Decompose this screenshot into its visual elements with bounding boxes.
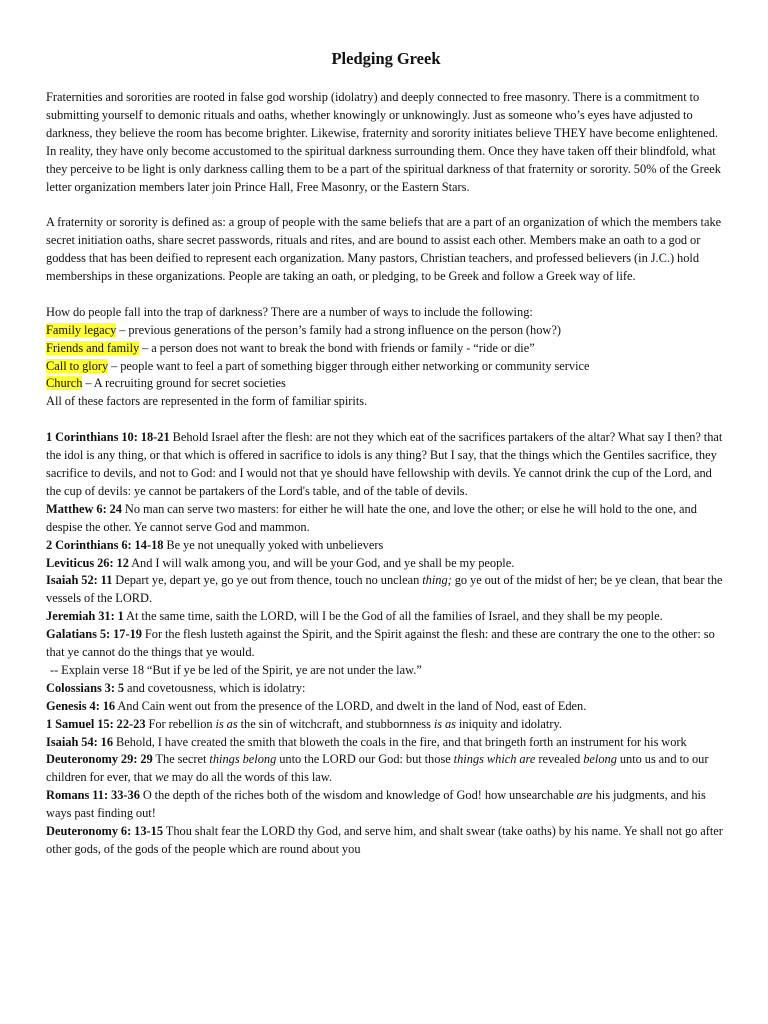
scripture-reference: Colossians 3: 5 (46, 680, 125, 695)
scripture-text: his judgments, and his ways past finding out! (46, 788, 706, 821)
scripture-text: and covetousness, which is idolatry: (124, 680, 306, 695)
scripture-reference: 2 Corinthians 6: 14-18 (46, 537, 164, 552)
factors-summary: All of these factors are represented in the form of familiar spirits. (46, 394, 368, 409)
factor-item (46, 358, 726, 376)
scripture-reference: 1 Corinthians 10: 18-21 (46, 430, 170, 445)
scripture-text: Thou shalt fear the LORD thy God, and serve him, and shalt swear (take oaths) by his name. Ye shall not go after other gods, of the gods of the people which are round about you (46, 824, 723, 857)
scripture-italic: thing; (422, 573, 452, 588)
scripture-text: Depart ye, depart ye, go ye out from thence, touch no unclean (112, 573, 423, 588)
trap-question: How do people fall into the trap of darkness? There are a number of ways to include the following: (46, 304, 533, 319)
scripture-entry (46, 716, 726, 734)
factor-text: – previous generations of the person’s family had a strong influence on the person (how?) (116, 322, 562, 337)
scripture-text: For the flesh lusteth against the Spirit, and the Spirit against the flesh: and these are contrary the one to the other: so that ye cannot do the things that ye would. (46, 627, 715, 660)
scripture-reference: Romans 11: 33-36 (46, 788, 140, 803)
scripture-entry (46, 537, 726, 555)
factor-item (46, 322, 726, 340)
factor-item (46, 375, 726, 393)
scripture-list (46, 429, 726, 859)
scripture-reference: Jeremiah 31: 1 (46, 609, 124, 624)
scripture-italic: things which are (453, 752, 536, 767)
scripture-entry (46, 734, 726, 752)
scripture-note: -- Explain verse 18 “But if ye be led of the Spirit, ye are not under the law.” (50, 662, 422, 677)
scripture-text: may do all the words of this law. (168, 770, 333, 785)
scripture-text: unto us and to our children for ever, that (46, 752, 709, 785)
scripture-text: go ye out of the midst of her; be ye clean, that bear the vessels of the LORD. (46, 573, 723, 606)
scripture-reference: Galatians 5: 17-19 (46, 627, 142, 642)
scripture-reference: Deuteronomy 6: 13-15 (46, 824, 164, 839)
scripture-italic: is as (215, 716, 238, 731)
factor-term: Friends and family (46, 340, 140, 355)
scripture-text: Behold, I have created the smith that bloweth the coals in the fire, and that bringeth forth an instrument for his work (113, 734, 687, 749)
scripture-reference: Matthew 6: 24 (46, 501, 122, 516)
scripture-reference: 1 Samuel 15: 22-23 (46, 716, 146, 731)
scripture-text: The secret (152, 752, 210, 767)
scripture-text: Be ye not unequally yoked with unbelievers (163, 537, 384, 552)
scripture-entry (46, 787, 726, 823)
scripture-entry (46, 501, 726, 537)
scripture-text: O the depth of the riches both of the wisdom and knowledge of God! how unsearchable (139, 788, 577, 803)
scripture-italic: belong (583, 752, 617, 767)
scripture-text: Behold Israel after the flesh: are not they which eat of the sacrifices partakers of the altar? What say I then? that the idol is any thing, or that which is offered in sacrifice to idols is any thing? But I say, that the things which the Gentiles sacrifice, they sacrifice to devils, and not to God: and I would not that ye should have fellowship with devils. Ye cannot drink the cup of the Lord, and the cup of devils: ye cannot be partakers of the Lord's table, and of the table of devils. (46, 430, 723, 498)
scripture-entry (46, 555, 726, 573)
scripture-entry (46, 823, 726, 859)
scripture-text: No man can serve two masters: for either he will hate the one, and love the other; or else he will hold to the one, and despise the other. Ye cannot serve God and mammon. (46, 501, 697, 534)
scripture-reference: Isaiah 54: 16 (46, 734, 114, 749)
factor-text: – people want to feel a part of something bigger through either networking or community service (108, 358, 590, 373)
scripture-entry (46, 698, 726, 716)
scripture-reference: Genesis 4: 16 (46, 698, 116, 713)
factor-term: Church (46, 376, 83, 391)
scripture-entry (46, 626, 726, 680)
document-page (46, 48, 726, 859)
scripture-italic: things belong (209, 752, 277, 767)
factor-text: – a person does not want to break the bond with friends or family - “ride or die” (139, 340, 535, 355)
definition-paragraph: A fraternity or sorority is defined as: a group of people with the same beliefs that are a part of an organization of which the members take secret initiation oaths, share secret passwords, rituals and rites, and are bound to assist each other. Members make an oath to a god or goddess that has been deified to represent each organization. Many pastors, Christian teachers, and professed believers (in J.C.) hold memberships in these organizations. People are taking an oath, or pledging, to be Greek and follow a Greek way of life. (46, 215, 722, 284)
factor-term: Call to glory (46, 358, 109, 373)
scripture-italic: is as (433, 716, 457, 731)
scripture-entry (46, 572, 726, 608)
scripture-text: And Cain went out from the presence of the LORD, and dwelt in the land of Nod, east of Eden. (115, 698, 587, 713)
scripture-text: revealed (535, 752, 584, 767)
scripture-italic: are (576, 788, 593, 803)
scripture-text: the sin of witchcraft, and stubbornness (237, 716, 434, 731)
scripture-reference: Isaiah 52: 11 (46, 573, 113, 588)
scripture-entry (46, 608, 726, 626)
scripture-text: unto the LORD our God: but those (276, 752, 454, 767)
scripture-entry (46, 680, 726, 698)
scripture-entry (46, 751, 726, 787)
factor-text: – A recruiting ground for secret societies (82, 376, 286, 391)
scripture-text: For rebellion (145, 716, 216, 731)
factors-section (46, 304, 726, 411)
document-title: Pledging Greek (331, 49, 441, 68)
scripture-reference: Deuteronomy 29: 29 (46, 752, 153, 767)
intro-paragraph: Fraternities and sororities are rooted in false god worship (idolatry) and deeply connected to free masonry. There is a commitment to submitting yourself to demonic rituals and oaths, whether knowingly or unknowingly. Just as someone who’s eyes have adjusted to darkness, they believe the room has become brighter. Likewise, fraternity and sorority initiates believe THEY have become enlightened. In reality, they have only become accustomed to the spiritual darkness surrounding them. Once they have taken off their blindfold, what they perceive to be light is only darkness calling them to be a part of the spiritual darkness of that fraternity or sorority. 50% of the Greek letter organization members later join Prince Hall, Free Masonry, or the Eastern Stars. (46, 90, 721, 194)
scripture-italic: we (155, 770, 169, 785)
scripture-reference: Leviticus 26: 12 (46, 555, 129, 570)
scripture-text: iniquity and idolatry. (456, 716, 562, 731)
scripture-entry (46, 429, 726, 501)
scripture-text: At the same time, saith the LORD, will I be the God of all the families of Israel, and they shall be my people. (123, 609, 663, 624)
factor-item (46, 340, 726, 358)
scripture-text: And I will walk among you, and will be your God, and ye shall be my people. (128, 555, 515, 570)
factor-term: Family legacy (46, 322, 117, 337)
